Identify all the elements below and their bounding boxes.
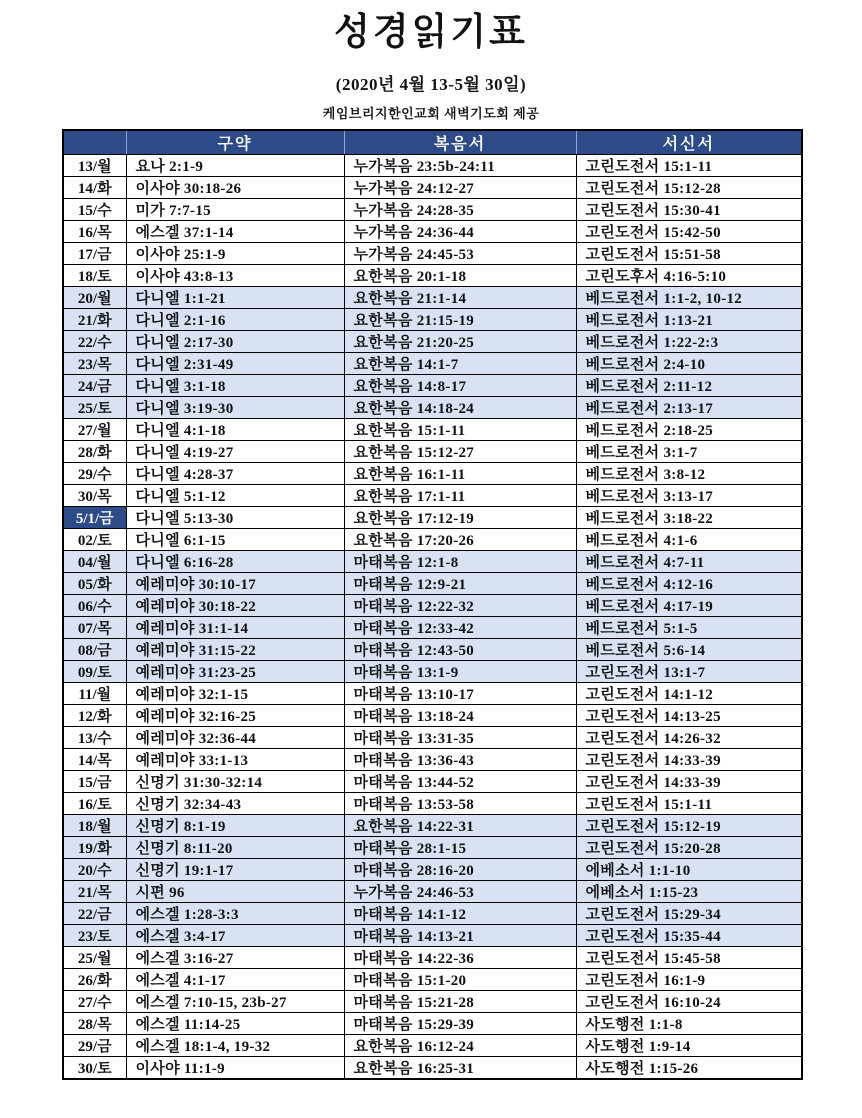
date-cell: 16/목 (63, 220, 126, 242)
epistle-cell: 고린도전서 15:45-58 (576, 946, 802, 968)
old-testament-cell: 에스겔 37:1-14 (126, 220, 344, 242)
gospel-cell: 요한복음 20:1-18 (344, 264, 576, 286)
date-cell: 20/수 (63, 858, 126, 880)
table-row (63, 1012, 802, 1034)
old-testament-cell: 예레미야 32:36-44 (126, 726, 344, 748)
epistle-cell: 베드로전서 5:6-14 (576, 638, 802, 660)
date-cell: 15/금 (63, 770, 126, 792)
epistle-cell: 고린도전서 15:30-41 (576, 198, 802, 220)
date-cell: 29/수 (63, 462, 126, 484)
old-testament-cell: 예레미야 32:16-25 (126, 704, 344, 726)
table-row (63, 264, 802, 286)
epistle-cell: 고린도전서 15:12-28 (576, 176, 802, 198)
epistle-cell: 베드로전서 1:1-2, 10-12 (576, 286, 802, 308)
header-gospel: 복음서 (344, 130, 576, 155)
epistle-cell: 베드로전서 3:18-22 (576, 506, 802, 528)
epistle-cell: 고린도전서 15:51-58 (576, 242, 802, 264)
epistle-cell: 베드로전서 4:1-6 (576, 528, 802, 550)
table-row (63, 352, 802, 374)
table-row (63, 858, 802, 880)
gospel-cell: 누가복음 24:45-53 (344, 242, 576, 264)
date-range-subtitle: (2020년 4월 13-5월 30일) (335, 74, 527, 94)
gospel-cell: 마태복음 13:44-52 (344, 770, 576, 792)
date-cell: 04/월 (63, 550, 126, 572)
epistle-cell: 베드로전서 2:13-17 (576, 396, 802, 418)
gospel-cell: 누가복음 24:36-44 (344, 220, 576, 242)
epistle-cell: 고린도전서 15:12-19 (576, 814, 802, 836)
gospel-cell: 요한복음 14:18-24 (344, 396, 576, 418)
date-cell: 15/수 (63, 198, 126, 220)
table-row (63, 726, 802, 748)
date-cell: 21/목 (63, 880, 126, 902)
date-cell: 25/월 (63, 946, 126, 968)
gospel-cell: 마태복음 28:1-15 (344, 836, 576, 858)
table-row (63, 220, 802, 242)
epistle-cell: 에베소서 1:1-10 (576, 858, 802, 880)
page-title: 성경읽기표 (334, 12, 528, 53)
table-row (63, 946, 802, 968)
table-row (63, 550, 802, 572)
epistle-cell: 베드로전서 1:22-2:3 (576, 330, 802, 352)
gospel-cell: 마태복음 14:22-36 (344, 946, 576, 968)
table-row (63, 286, 802, 308)
date-cell: 18/월 (63, 814, 126, 836)
date-cell: 27/수 (63, 990, 126, 1012)
table-row (63, 704, 802, 726)
date-cell: 22/수 (63, 330, 126, 352)
date-cell: 14/화 (63, 176, 126, 198)
epistle-cell: 고린도전서 15:42-50 (576, 220, 802, 242)
epistle-cell: 고린도전서 13:1-7 (576, 660, 802, 682)
table-row (63, 748, 802, 770)
table-row (63, 638, 802, 660)
table-row (63, 198, 802, 220)
epistle-cell: 고린도전서 15:29-34 (576, 902, 802, 924)
old-testament-cell: 예레미야 31:15-22 (126, 638, 344, 660)
old-testament-cell: 다니엘 5:13-30 (126, 506, 344, 528)
table-row (63, 616, 802, 638)
epistle-cell: 베드로전서 3:13-17 (576, 484, 802, 506)
epistle-cell: 베드로전서 4:17-19 (576, 594, 802, 616)
table-row (63, 176, 802, 198)
epistle-cell: 고린도전서 16:1-9 (576, 968, 802, 990)
gospel-cell: 요한복음 14:22-31 (344, 814, 576, 836)
gospel-cell: 마태복음 14:13-21 (344, 924, 576, 946)
gospel-cell: 누가복음 24:46-53 (344, 880, 576, 902)
old-testament-cell: 신명기 8:1-19 (126, 814, 344, 836)
old-testament-cell: 다니엘 2:17-30 (126, 330, 344, 352)
old-testament-cell: 이사야 11:1-9 (126, 1056, 344, 1079)
date-cell: 27/월 (63, 418, 126, 440)
date-cell: 28/화 (63, 440, 126, 462)
old-testament-cell: 예레미야 33:1-13 (126, 748, 344, 770)
date-cell: 12/화 (63, 704, 126, 726)
table-row (63, 1056, 802, 1079)
date-cell: 18/토 (63, 264, 126, 286)
gospel-cell: 요한복음 15:1-11 (344, 418, 576, 440)
old-testament-cell: 다니엘 4:28-37 (126, 462, 344, 484)
table-row (63, 770, 802, 792)
reading-table-body (63, 154, 802, 1079)
date-cell: 26/화 (63, 968, 126, 990)
date-cell: 07/목 (63, 616, 126, 638)
old-testament-cell: 에스겔 3:16-27 (126, 946, 344, 968)
gospel-cell: 마태복음 12:33-42 (344, 616, 576, 638)
gospel-cell: 마태복음 14:1-12 (344, 902, 576, 924)
epistle-cell: 에베소서 1:15-23 (576, 880, 802, 902)
table-row (63, 814, 802, 836)
old-testament-cell: 다니엘 1:1-21 (126, 286, 344, 308)
gospel-cell: 요한복음 16:25-31 (344, 1056, 576, 1079)
old-testament-cell: 요나 2:1-9 (126, 154, 344, 176)
epistle-cell: 고린도전서 14:33-39 (576, 770, 802, 792)
table-row (63, 1034, 802, 1056)
old-testament-cell: 시편 96 (126, 880, 344, 902)
date-cell: 16/토 (63, 792, 126, 814)
epistle-cell: 고린도후서 4:16-5:10 (576, 264, 802, 286)
old-testament-cell: 이사야 25:1-9 (126, 242, 344, 264)
gospel-cell: 요한복음 21:15-19 (344, 308, 576, 330)
old-testament-cell: 다니엘 3:1-18 (126, 374, 344, 396)
gospel-cell: 요한복음 14:8-17 (344, 374, 576, 396)
old-testament-cell: 다니엘 2:31-49 (126, 352, 344, 374)
old-testament-cell: 신명기 31:30-32:14 (126, 770, 344, 792)
gospel-cell: 마태복음 12:43-50 (344, 638, 576, 660)
date-cell: 30/목 (63, 484, 126, 506)
table-row (63, 440, 802, 462)
old-testament-cell: 예레미야 31:23-25 (126, 660, 344, 682)
date-cell: 17/금 (63, 242, 126, 264)
epistle-cell: 베드로전서 4:7-11 (576, 550, 802, 572)
epistle-cell: 베드로전서 4:12-16 (576, 572, 802, 594)
document-header (0, 0, 862, 122)
gospel-cell: 마태복음 13:31-35 (344, 726, 576, 748)
epistle-cell: 고린도전서 16:10-24 (576, 990, 802, 1012)
epistle-cell: 베드로전서 3:8-12 (576, 462, 802, 484)
date-cell: 30/토 (63, 1056, 126, 1079)
gospel-cell: 누가복음 23:5b-24:11 (344, 154, 576, 176)
old-testament-cell: 예레미야 30:18-22 (126, 594, 344, 616)
old-testament-cell: 신명기 8:11-20 (126, 836, 344, 858)
epistle-cell: 고린도전서 14:33-39 (576, 748, 802, 770)
gospel-cell: 마태복음 12:1-8 (344, 550, 576, 572)
gospel-cell: 마태복음 12:22-32 (344, 594, 576, 616)
gospel-cell: 요한복음 14:1-7 (344, 352, 576, 374)
table-row (63, 990, 802, 1012)
gospel-cell: 요한복음 16:12-24 (344, 1034, 576, 1056)
table-row (63, 572, 802, 594)
table-row (63, 374, 802, 396)
table-row (63, 330, 802, 352)
old-testament-cell: 에스겔 18:1-4, 19-32 (126, 1034, 344, 1056)
epistle-cell: 베드로전서 3:1-7 (576, 440, 802, 462)
gospel-cell: 마태복음 13:53-58 (344, 792, 576, 814)
date-cell: 09/토 (63, 660, 126, 682)
date-cell: 06/수 (63, 594, 126, 616)
gospel-cell: 마태복음 15:1-20 (344, 968, 576, 990)
date-cell: 11/월 (63, 682, 126, 704)
gospel-cell: 요한복음 17:1-11 (344, 484, 576, 506)
header-date-column (63, 130, 126, 155)
gospel-cell: 마태복음 28:16-20 (344, 858, 576, 880)
epistle-cell: 베드로전서 5:1-5 (576, 616, 802, 638)
old-testament-cell: 다니엘 2:1-16 (126, 308, 344, 330)
table-row (63, 968, 802, 990)
old-testament-cell: 예레미야 30:10-17 (126, 572, 344, 594)
table-row (63, 924, 802, 946)
date-cell: 13/월 (63, 154, 126, 176)
gospel-cell: 누가복음 24:12-27 (344, 176, 576, 198)
gospel-cell: 요한복음 17:20-26 (344, 528, 576, 550)
old-testament-cell: 미가 7:7-15 (126, 198, 344, 220)
date-cell: 20/월 (63, 286, 126, 308)
old-testament-cell: 에스겔 1:28-3:3 (126, 902, 344, 924)
epistle-cell: 베드로전서 2:11-12 (576, 374, 802, 396)
epistle-cell: 고린도전서 14:1-12 (576, 682, 802, 704)
old-testament-cell: 이사야 43:8-13 (126, 264, 344, 286)
header-epistle: 서신서 (576, 130, 802, 155)
header-old-testament: 구약 (126, 130, 344, 155)
table-row (63, 308, 802, 330)
epistle-cell: 사도행전 1:1-8 (576, 1012, 802, 1034)
old-testament-cell: 다니엘 6:1-15 (126, 528, 344, 550)
epistle-cell: 고린도전서 15:1-11 (576, 792, 802, 814)
date-cell: 28/목 (63, 1012, 126, 1034)
table-row (63, 880, 802, 902)
epistle-cell: 고린도전서 15:1-11 (576, 154, 802, 176)
gospel-cell: 요한복음 15:12-27 (344, 440, 576, 462)
old-testament-cell: 에스겔 11:14-25 (126, 1012, 344, 1034)
table-row (63, 792, 802, 814)
table-row (63, 682, 802, 704)
epistle-cell: 베드로전서 2:4-10 (576, 352, 802, 374)
table-row (63, 462, 802, 484)
date-cell: 05/화 (63, 572, 126, 594)
old-testament-cell: 에스겔 7:10-15, 23b-27 (126, 990, 344, 1012)
date-cell: 21/화 (63, 308, 126, 330)
epistle-cell: 고린도전서 14:26-32 (576, 726, 802, 748)
gospel-cell: 요한복음 21:1-14 (344, 286, 576, 308)
gospel-cell: 마태복음 15:29-39 (344, 1012, 576, 1034)
old-testament-cell: 이사야 30:18-26 (126, 176, 344, 198)
epistle-cell: 고린도전서 14:13-25 (576, 704, 802, 726)
old-testament-cell: 다니엘 4:1-18 (126, 418, 344, 440)
gospel-cell: 요한복음 21:20-25 (344, 330, 576, 352)
table-row (63, 484, 802, 506)
date-cell: 08/금 (63, 638, 126, 660)
epistle-cell: 고린도전서 15:20-28 (576, 836, 802, 858)
table-header-row (63, 130, 802, 155)
old-testament-cell: 에스겔 3:4-17 (126, 924, 344, 946)
table-row (63, 154, 802, 176)
gospel-cell: 마태복음 15:21-28 (344, 990, 576, 1012)
date-cell: 24/금 (63, 374, 126, 396)
table-row (63, 594, 802, 616)
table-row (63, 902, 802, 924)
date-cell: 02/토 (63, 528, 126, 550)
gospel-cell: 마태복음 13:1-9 (344, 660, 576, 682)
epistle-cell: 사도행전 1:9-14 (576, 1034, 802, 1056)
table-row (63, 528, 802, 550)
date-cell: 23/목 (63, 352, 126, 374)
gospel-cell: 누가복음 24:28-35 (344, 198, 576, 220)
date-cell: 19/화 (63, 836, 126, 858)
old-testament-cell: 다니엘 6:16-28 (126, 550, 344, 572)
date-cell: 5/1/금 (63, 506, 126, 528)
provider-line: 케임브리지한인교회 새벽기도회 제공 (322, 105, 540, 121)
table-row (63, 396, 802, 418)
old-testament-cell: 신명기 19:1-17 (126, 858, 344, 880)
date-cell: 14/목 (63, 748, 126, 770)
gospel-cell: 마태복음 12:9-21 (344, 572, 576, 594)
old-testament-cell: 예레미야 32:1-15 (126, 682, 344, 704)
old-testament-cell: 다니엘 5:1-12 (126, 484, 344, 506)
table-row (63, 836, 802, 858)
gospel-cell: 요한복음 16:1-11 (344, 462, 576, 484)
epistle-cell: 베드로전서 2:18-25 (576, 418, 802, 440)
table-row (63, 506, 802, 528)
gospel-cell: 요한복음 17:12-19 (344, 506, 576, 528)
old-testament-cell: 다니엘 4:19-27 (126, 440, 344, 462)
table-row (63, 242, 802, 264)
date-cell: 25/토 (63, 396, 126, 418)
old-testament-cell: 신명기 32:34-43 (126, 792, 344, 814)
date-cell: 13/수 (63, 726, 126, 748)
date-cell: 29/금 (63, 1034, 126, 1056)
table-row (63, 660, 802, 682)
epistle-cell: 고린도전서 15:35-44 (576, 924, 802, 946)
old-testament-cell: 다니엘 3:19-30 (126, 396, 344, 418)
epistle-cell: 베드로전서 1:13-21 (576, 308, 802, 330)
gospel-cell: 마태복음 13:18-24 (344, 704, 576, 726)
epistle-cell: 사도행전 1:15-26 (576, 1056, 802, 1079)
date-cell: 23/토 (63, 924, 126, 946)
bible-reading-table (62, 129, 803, 1080)
old-testament-cell: 에스겔 4:1-17 (126, 968, 344, 990)
gospel-cell: 마태복음 13:36-43 (344, 748, 576, 770)
date-cell: 22/금 (63, 902, 126, 924)
gospel-cell: 마태복음 13:10-17 (344, 682, 576, 704)
old-testament-cell: 예레미야 31:1-14 (126, 616, 344, 638)
table-row (63, 418, 802, 440)
